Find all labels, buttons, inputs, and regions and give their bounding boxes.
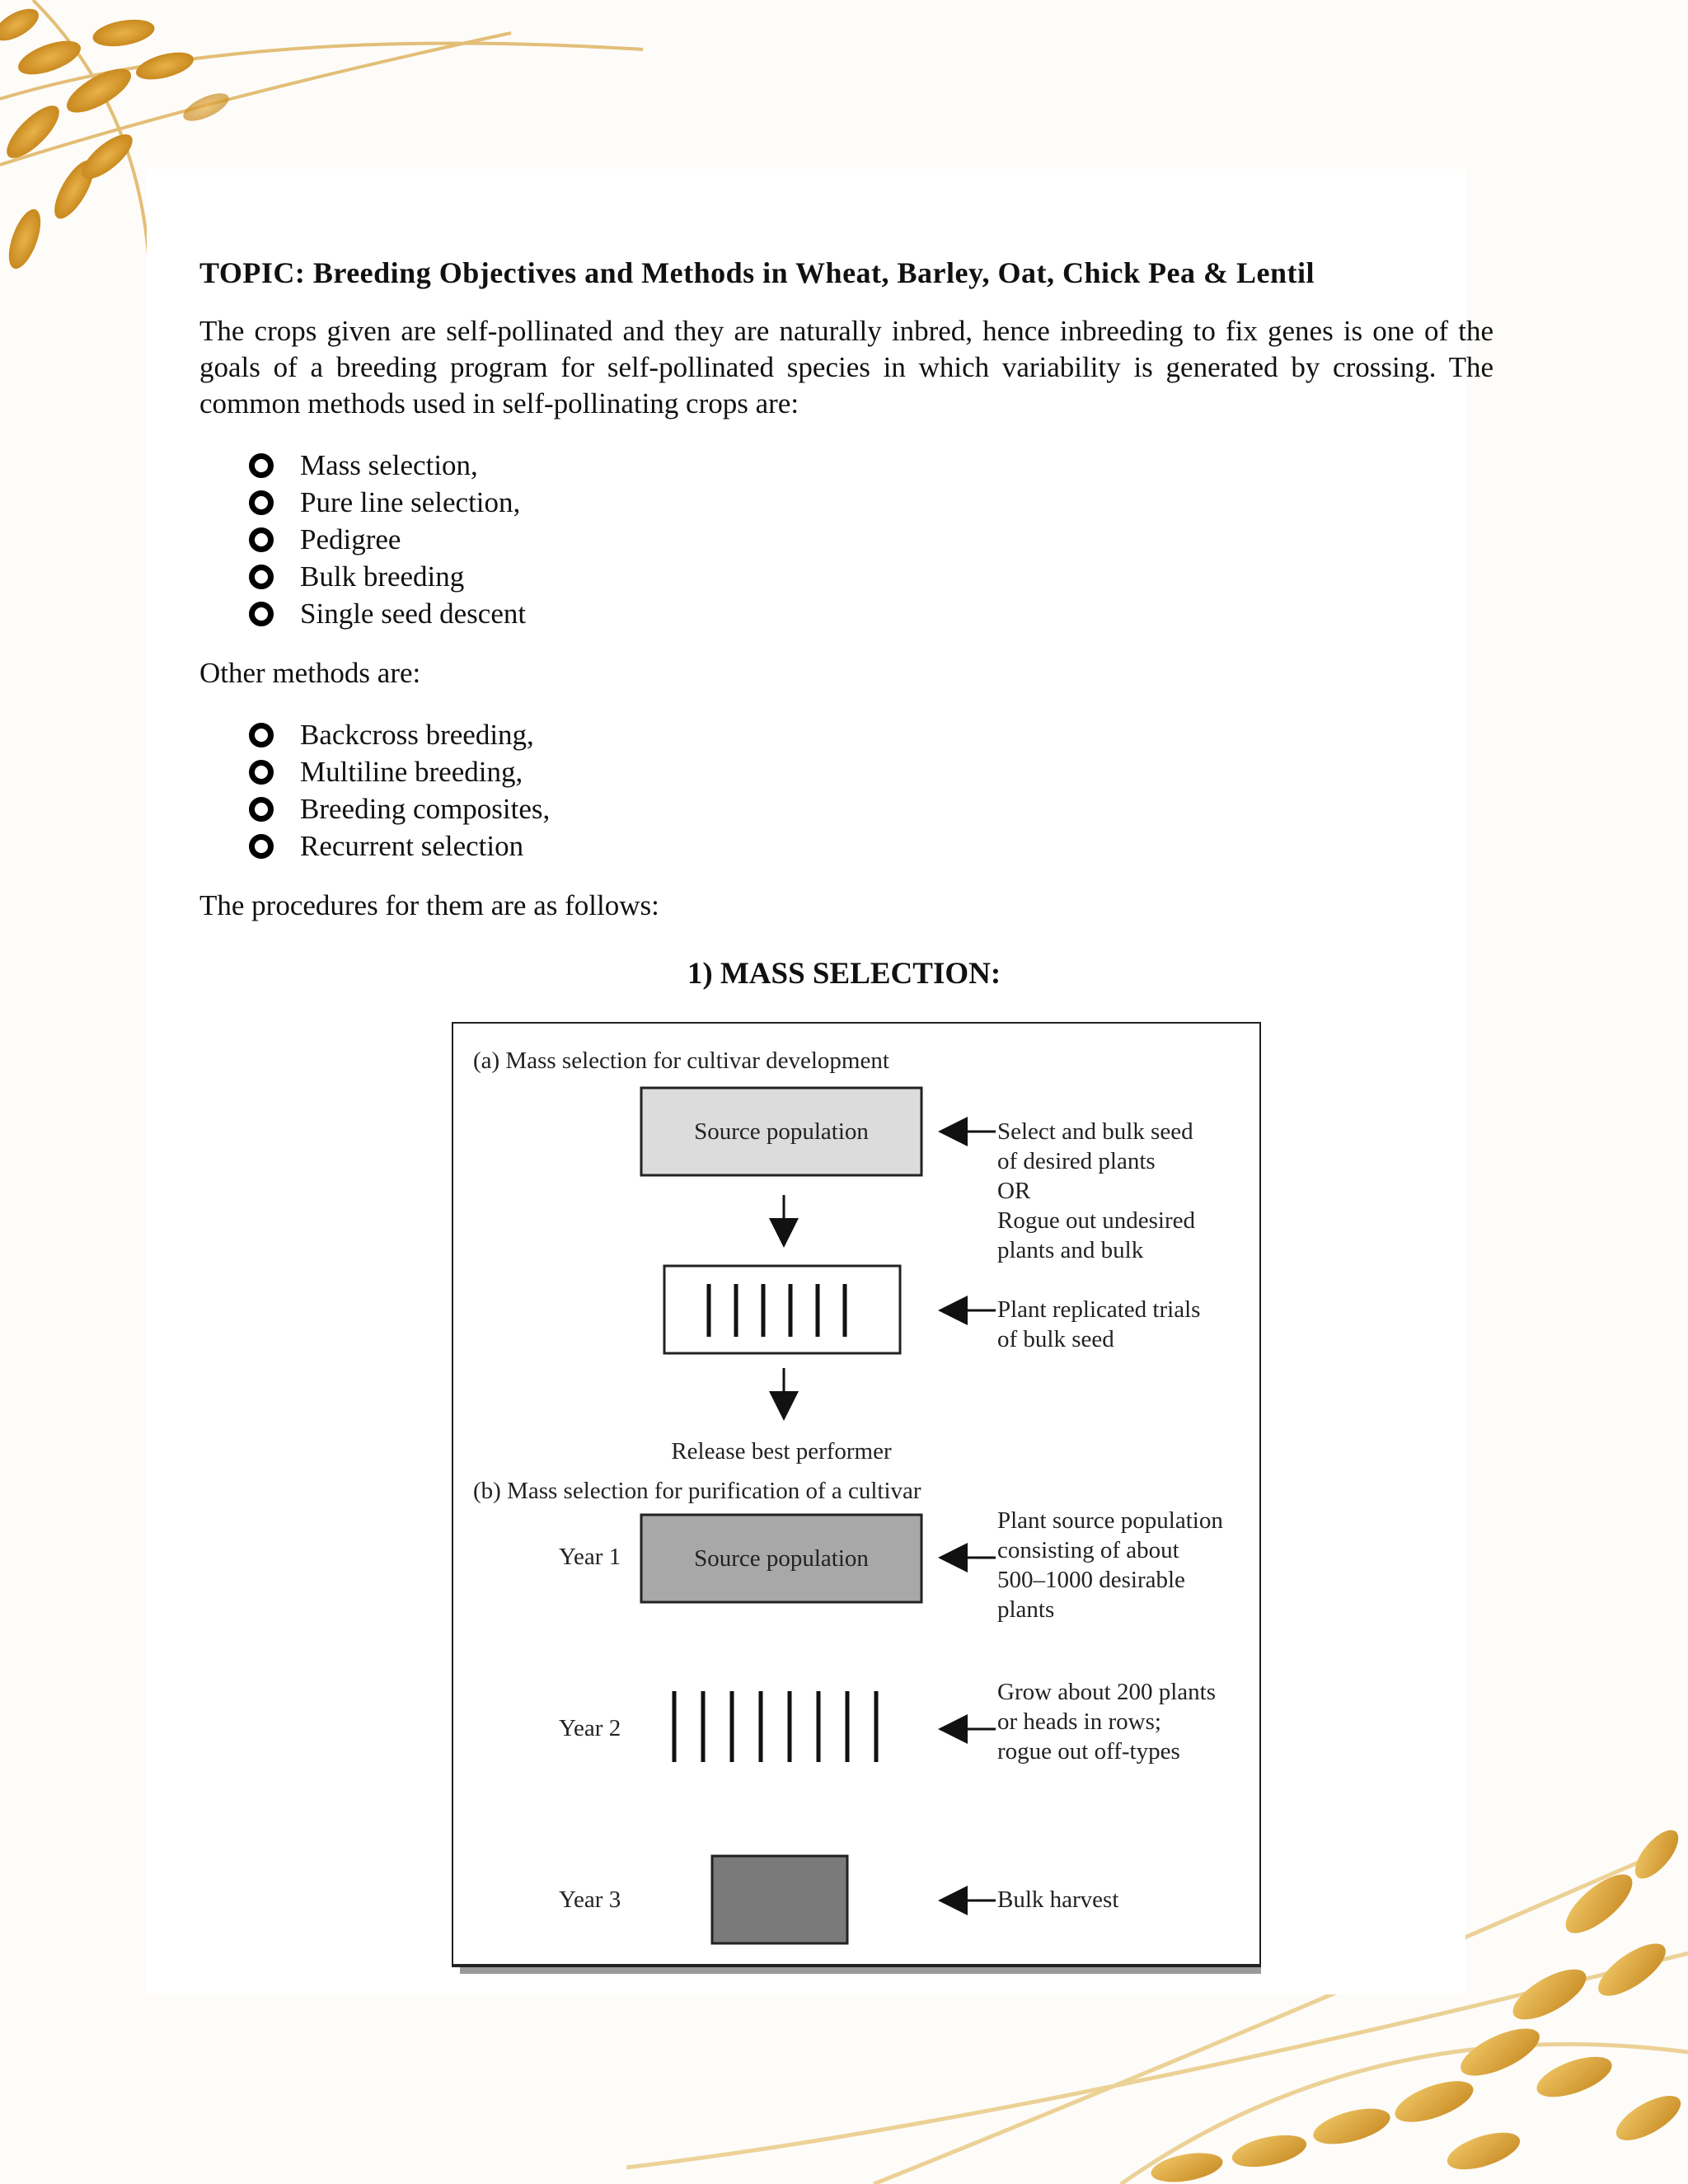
bulk-trials-box xyxy=(664,1266,900,1353)
bullet-icon xyxy=(249,723,274,748)
bullet-icon xyxy=(249,527,274,552)
note-year1-2: consisting of about xyxy=(997,1537,1179,1563)
note-year2-1: Grow about 200 plants xyxy=(997,1679,1216,1705)
note-year2-3: rogue out off-types xyxy=(997,1738,1180,1765)
note-select-4: Rogue out undesired xyxy=(997,1207,1196,1234)
note-year1-3: 500–1000 desirable xyxy=(997,1567,1185,1593)
list-item: Bulk breeding xyxy=(249,558,1493,595)
list-item: Mass selection, xyxy=(249,447,1493,484)
list-item: Pure line selection, xyxy=(249,484,1493,521)
list-item: Single seed descent xyxy=(249,595,1493,632)
year3-label: Year 3 xyxy=(559,1886,621,1913)
other-methods-label: Other methods are: xyxy=(199,657,421,689)
intro-paragraph: The crops given are self-pollinated and they are naturally inbred, hence inbreeding to fix genes is one of the goals of a breeding program for self-pollinated species in which variability is generated by crossing. The common methods used in self-pollinating crops are: xyxy=(199,315,1493,419)
note-select-3: OR xyxy=(997,1178,1031,1204)
source-population-label-year1: Source population xyxy=(694,1545,869,1572)
note-replicated-2: of bulk seed xyxy=(997,1326,1114,1352)
bullet-icon xyxy=(249,797,274,822)
note-select-1: Select and bulk seed xyxy=(997,1118,1193,1145)
year1-label: Year 1 xyxy=(559,1544,621,1570)
part-a-title: (a) Mass selection for cultivar development xyxy=(473,1047,889,1074)
bullet-icon xyxy=(249,834,274,859)
list-item: Breeding composites, xyxy=(249,790,1493,827)
bullet-icon xyxy=(249,760,274,785)
note-year3: Bulk harvest xyxy=(997,1886,1119,1913)
list-item: Backcross breeding, xyxy=(249,716,1493,753)
mass-selection-figure xyxy=(452,1022,1261,1974)
note-select-2: of desired plants xyxy=(997,1148,1156,1174)
note-year1-4: plants xyxy=(997,1596,1055,1623)
document-body xyxy=(199,255,1493,924)
section-title: 1) MASS SELECTION: xyxy=(687,957,1001,991)
other-methods-list xyxy=(249,716,1493,865)
procedures-label: The procedures for them are as follows: xyxy=(199,889,659,921)
note-year1-1: Plant source population xyxy=(997,1507,1223,1534)
source-population-label: Source population xyxy=(694,1118,869,1145)
note-replicated-1: Plant replicated trials xyxy=(997,1296,1201,1323)
bulk-harvest-box xyxy=(712,1856,847,1943)
part-b-title: (b) Mass selection for purification of a cultivar xyxy=(473,1478,921,1504)
methods-list xyxy=(249,447,1493,632)
bullet-icon xyxy=(249,453,274,478)
list-item: Recurrent selection xyxy=(249,827,1493,865)
bullet-icon xyxy=(249,490,274,515)
list-item: Multiline breeding, xyxy=(249,753,1493,790)
note-select-5: plants and bulk xyxy=(997,1237,1144,1263)
bullet-icon xyxy=(249,565,274,589)
release-label: Release best performer xyxy=(671,1438,892,1465)
list-item: Pedigree xyxy=(249,521,1493,558)
bullet-icon xyxy=(249,602,274,626)
year2-label: Year 2 xyxy=(559,1715,621,1741)
topic-heading: TOPIC: Breeding Objectives and Methods in Wheat, Barley, Oat, Chick Pea & Lentil xyxy=(199,256,1315,289)
figure-diagram xyxy=(452,1022,1261,1974)
note-year2-2: or heads in rows; xyxy=(997,1708,1161,1735)
